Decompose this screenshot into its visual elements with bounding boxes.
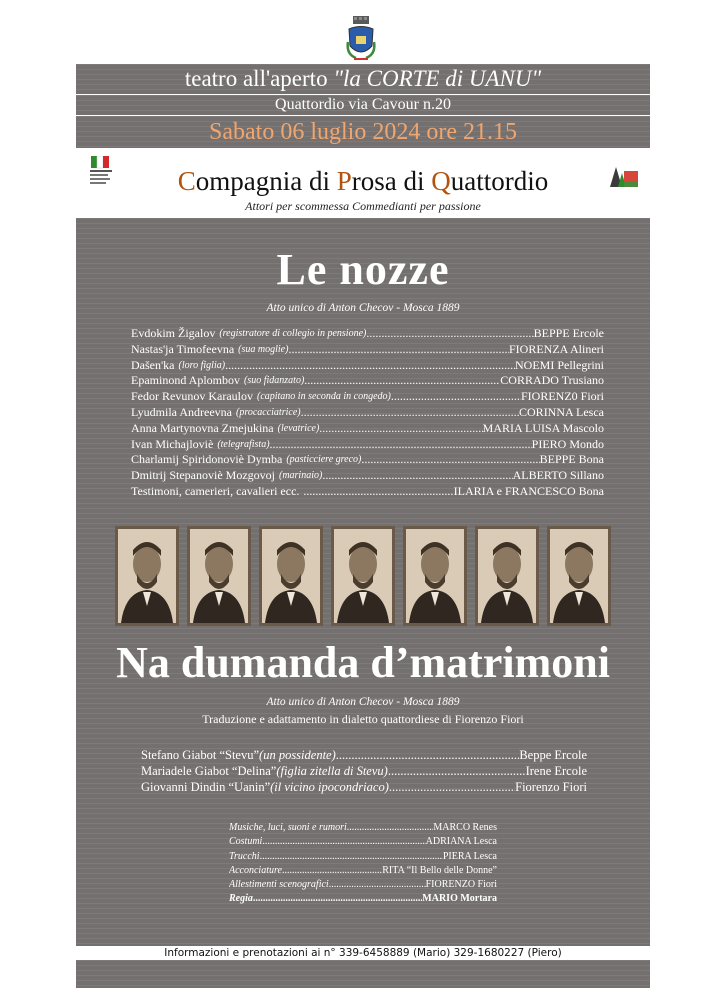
cast-row: Epaminond Aplombov (suo fidanzato) ..... CORRADO Trusiano bbox=[131, 373, 604, 389]
show2-subtitle: Atto unico di Anton Checov - Mosca 1889 bbox=[266, 696, 460, 708]
show1-subtitle: Atto unico di Anton Checov - Mosca 1889 bbox=[266, 302, 460, 314]
show2-cast-list bbox=[141, 747, 587, 795]
credits-list bbox=[229, 821, 497, 907]
town-crest-icon bbox=[346, 16, 376, 62]
cast-row: Ivan Michajloviè (telegrafista) ..... PIERO Mondo bbox=[131, 437, 604, 453]
company-name: Compagnia di Prosa di Quattordio bbox=[177, 166, 549, 196]
cast-row: Mariadele Giabot “Delina” (figlia zitella di Stevu) ..... Irene Ercole bbox=[141, 763, 587, 779]
cast-row: Stefano Giabot “Stevu” (un possidente) ..... Beppe Ercole bbox=[141, 747, 587, 763]
portrait-strip bbox=[115, 526, 611, 626]
cast-row: Evdokim Žigalov (registratore di collegio in pensione) ..... BEPPE Ercole bbox=[131, 326, 604, 342]
cast-row: Charlamij Spiridonoviè Dymba (pasticciere greco) ..... BEPPE Bona bbox=[131, 452, 604, 468]
chekhov-portrait bbox=[403, 526, 467, 626]
company-motto: Attori per scommessa Commedianti per passione bbox=[245, 199, 481, 213]
cast-row: Testimoni, camerieri, cavalieri ecc. ..... ILARIA e FRANCESCO Bona bbox=[131, 484, 604, 500]
credit-row: Regia ..... MARIO Mortara bbox=[229, 892, 497, 906]
show2-title: Na dumanda d’matrimoni bbox=[116, 638, 610, 687]
cast-row: Anna Martynovna Zmejukina (levatrice) ..... MARIA LUISA Mascolo bbox=[131, 421, 604, 437]
footer-band bbox=[76, 960, 650, 988]
credit-row: Acconciature ..... RITA “Il Bello delle Donne” bbox=[229, 864, 497, 878]
credit-row: Trucchi ..... PIERA Lesca bbox=[229, 850, 497, 864]
cast-row: Fedor Revunov Karaulov (capitano in seconda in congedo) ..... FIORENZ0 Fiori bbox=[131, 389, 604, 405]
show2-translation-note: Traduzione e adattamento in dialetto quattordiese di Fiorenzo Fiori bbox=[202, 712, 524, 726]
booking-info: Informazioni e prenotazioni ai n° 339-6458889 (Mario) 329-1680227 (Piero) bbox=[164, 947, 562, 959]
credit-row: Allestimenti scenografici ..... FIORENZO Fiori bbox=[229, 878, 497, 892]
chekhov-portrait bbox=[475, 526, 539, 626]
cast-row: Nastas'ja Timofeevna (sua moglie) ..... FIORENZA Alineri bbox=[131, 342, 604, 358]
credit-row: Costumi ..... ADRIANA Lesca bbox=[229, 835, 497, 849]
chekhov-portrait bbox=[259, 526, 323, 626]
cast-row: Dmitrij Stepanoviè Mozgovoj (marinaio) ..... ALBERTO Sillano bbox=[131, 468, 604, 484]
address-line: Quattordio via Cavour n.20 bbox=[76, 95, 650, 115]
chekhov-portrait bbox=[547, 526, 611, 626]
venue-line: teatro all'aperto "la CORTE di UANU" bbox=[76, 64, 650, 94]
credit-row: Musiche, luci, suoni e rumori ..... MARCO Renes bbox=[229, 821, 497, 835]
chekhov-portrait bbox=[187, 526, 251, 626]
cast-row: Dašen'ka (loro figlia) ..... NOEMI Pellegrini bbox=[131, 358, 604, 374]
chekhov-portrait bbox=[115, 526, 179, 626]
cast-row: Giovanni Dindin “Uanin” (il vicino ipocondriaco) ..... Fiorenzo Fiori bbox=[141, 779, 587, 795]
cast-row: Lyudmila Andreevna (procacciatrice) ..... CORINNA Lesca bbox=[131, 405, 604, 421]
show1-title: Le nozze bbox=[276, 245, 450, 294]
date-time-line: Sabato 06 luglio 2024 ore 21.15 bbox=[76, 116, 650, 148]
show1-cast-list bbox=[131, 326, 604, 500]
chekhov-portrait bbox=[331, 526, 395, 626]
